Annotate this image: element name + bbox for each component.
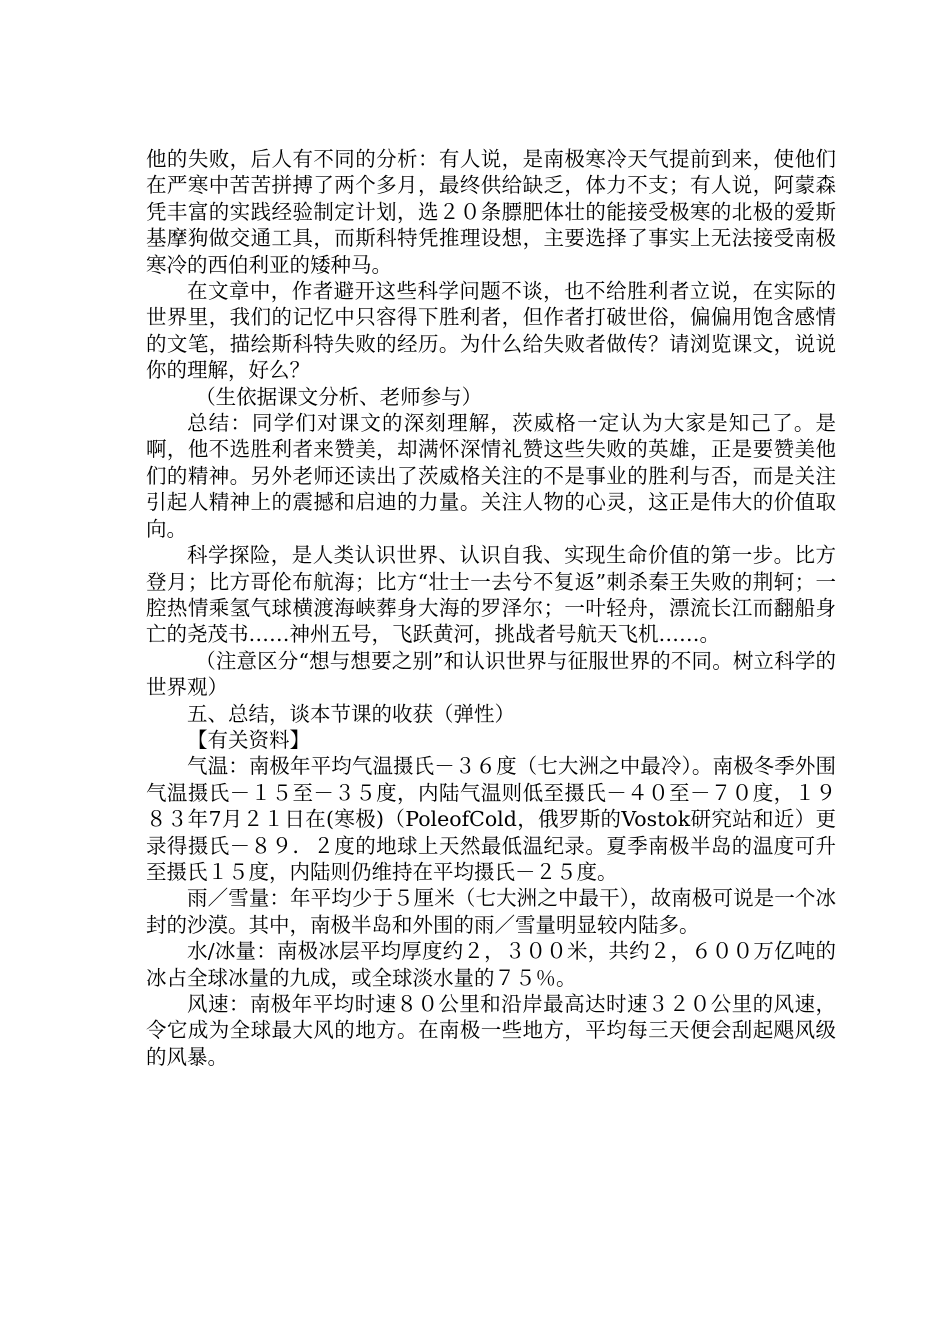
paragraph-precipitation: 雨／雪量：年平均少于５厘米（七大洲之中最干），故南极可说是一个冰封的沙漠。其中，南极半岛和外围的雨／雪量明显较内陆多。 (146, 886, 836, 937)
paragraph-author-choice: 在文章中，作者避开这些科学问题不谈，也不给胜利者立说，在实际的世界里，我们的记忆中只容得下胜利者，但作者打破世俗，偏偏用饱含感情的文笔，描绘斯科特失败的经历。为什么给失败者做传？请浏览课文，说说你的理解，好么？ (146, 279, 836, 383)
section-heading-materials: 【有关资料】 (187, 727, 310, 752)
section-heading-summary: 五、总结，谈本节课的收获（弹性） (187, 701, 515, 726)
paragraph-note: （注意区分“想与想要之别”和认识世界与征服世界的不同。树立科学的世界观） (146, 648, 836, 700)
document-page (146, 146, 836, 1070)
paragraph-summary: 总结：同学们对课文的深刻理解，茨威格一定认为大家是知己了。是啊，他不选胜利者来赞美，却满怀深情礼赞这些失败的英雄，正是要赞美他们的精神。另外老师还读出了茨威格关注的不是事业的胜利与否，而是关注引起人精神上的震撼和启迪的力量。关注人物的心灵，这正是伟大的价值取向。 (146, 411, 836, 541)
paragraph-temperature: 气温：南极年平均气温摄氏－３６度（七大洲之中最冷）。南极冬季外围气温摄氏－１５至－３５度，内陆气温则低至摄氏－４０至－７０度，１９８３年7月２１日在(寒极)（PoleofCold，俄罗斯的Vostok研究站和近）更录得摄氏－８９．２度的地球上天然最低温纪录。夏季南极半岛的温度可升至摄氏１５度，内陆则仍维持在平均摄氏－２５度。 (146, 754, 836, 884)
paragraph-ice: 水/冰量：南极冰层平均厚度约２，３００米，共约２，６００万亿吨的冰占全球冰量的九成，或全球淡水量的７５％。 (146, 939, 836, 990)
paragraph-wind: 风速：南极年平均时速８０公里和沿岸最高达时速３２０公里的风速，令它成为全球最大风的地方。在南极一些地方，平均每三天便会刮起飓风级的风暴。 (146, 992, 836, 1069)
paragraph-student-analysis: （生依据课文分析、老师参与） (195, 384, 483, 409)
paragraph-exploration: 科学探险，是人类认识世界、认识自我、实现生命价值的第一步。比方登月；比方哥伦布航海；比方“壮士一去兮不复返”刺杀秦王失败的荆轲；一腔热情乘氢气球横渡海峡葬身大海的罗泽尔；一叶轻舟，漂流长江而翻船身亡的尧茂书……神州五号，飞跃黄河，挑战者号航天飞机……。 (146, 543, 836, 647)
paragraph-failure-analysis: 他的失败，后人有不同的分析：有人说，是南极寒冷天气提前到来，使他们在严寒中苦苦拼搏了两个多月，最终供给缺乏，体力不支；有人说，阿蒙森凭丰富的实践经验制定计划，选２０条膘肥体壮的能接受极寒的北极的爱斯基摩狗做交通工具，而斯科特凭推理设想，主要选择了事实上无法接受南极寒冷的西伯利亚的矮种马。 (146, 147, 836, 277)
